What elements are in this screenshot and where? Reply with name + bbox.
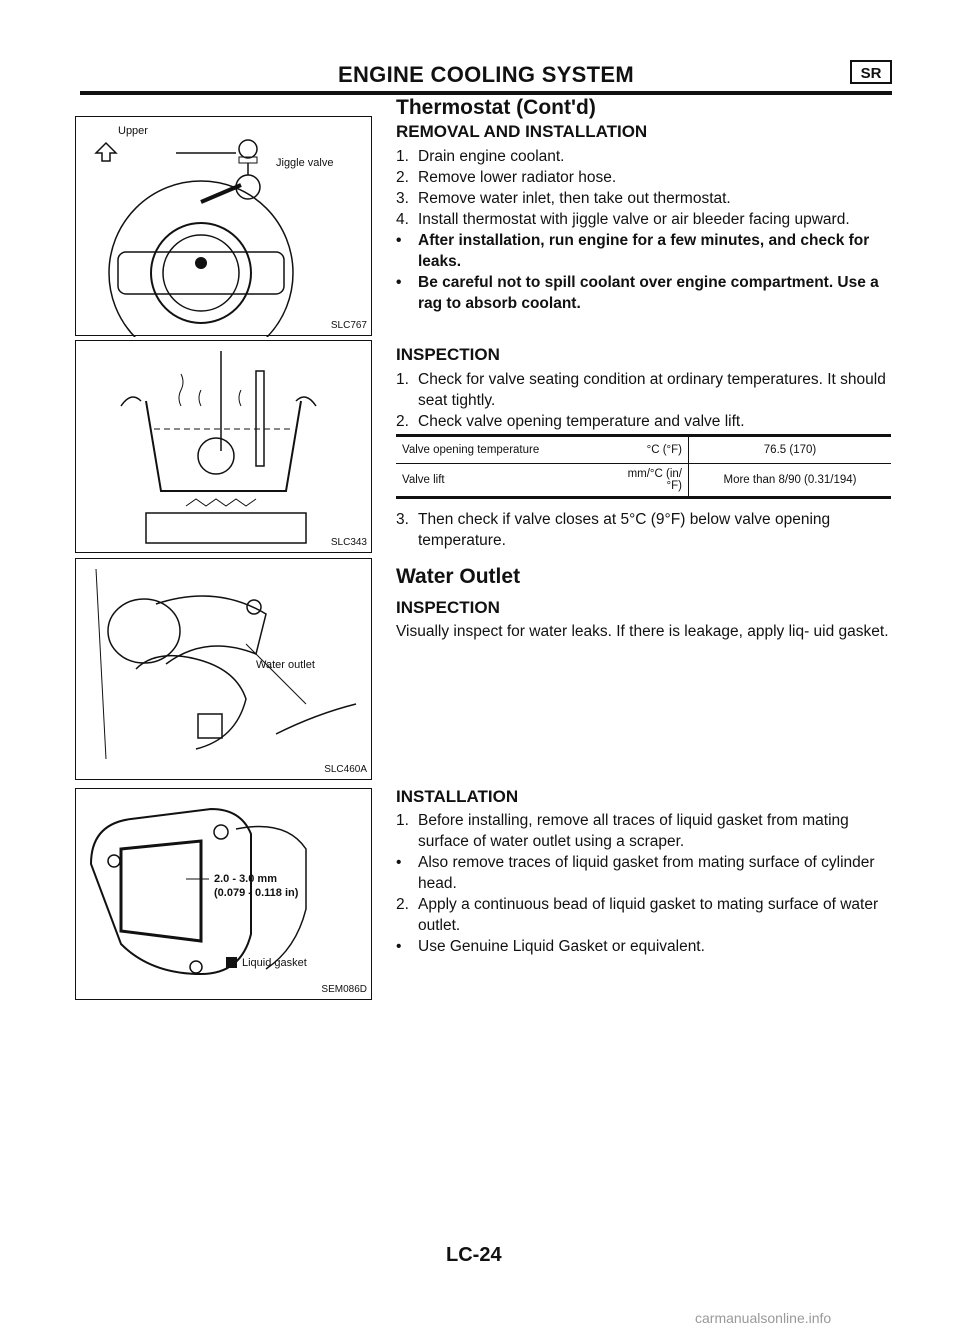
list-item: • After installation, run engine for a few minutes, and check for leaks. — [396, 232, 870, 270]
list-item: 3. Then check if valve closes at 5°C (9°F) below valve opening temperature. — [396, 511, 831, 549]
page-subtitle: Thermostat (Cont'd) — [396, 96, 596, 119]
list-item: 2. Remove lower radiator hose. — [396, 169, 617, 186]
removal-heading: REMOVAL AND INSTALLATION — [396, 122, 648, 141]
dimension-mm: 2.0 - 3.0 mm — [214, 873, 277, 885]
upper-label: Upper — [118, 125, 148, 137]
inspection-heading: INSPECTION — [396, 345, 500, 364]
spec-label: Valve opening temperature — [396, 436, 608, 464]
dimension-in: (0.079 - 0.118 in) — [214, 887, 299, 899]
inspection-list — [396, 369, 896, 432]
figure-water-outlet — [75, 558, 372, 780]
figure-code: SLC460A — [324, 764, 367, 775]
water-outlet-diagram — [76, 559, 373, 781]
list-item: 3. Remove water inlet, then take out thermostat. — [396, 190, 731, 207]
spec-value: More than 8/90 (0.31/194) — [689, 464, 892, 498]
figure-thermostat — [75, 116, 372, 336]
list-item: 2. Apply a continuous bead of liquid gasket to mating surface of water outlet. — [396, 896, 879, 934]
list-item: • Also remove traces of liquid gasket from mating surface of cylinder head. — [396, 854, 875, 892]
water-outlet-label: Water outlet — [256, 659, 315, 671]
outlet-inspection-heading: INSPECTION — [396, 598, 500, 617]
jiggle-valve-label: Jiggle valve — [276, 157, 334, 169]
list-item: 1. Check for valve seating condition at ordinary temperatures. It should seat tightly. — [396, 371, 886, 409]
list-item: 1. Before installing, remove all traces of liquid gasket from mating surface of water outlet using a scraper. — [396, 812, 849, 850]
spec-label: Valve lift — [396, 464, 608, 498]
spec-table — [396, 434, 891, 499]
figure-code: SEM086D — [321, 984, 367, 995]
outlet-inspection-text: Visually inspect for water leaks. If there is leakage, apply liq- uid gasket. — [396, 623, 889, 640]
list-item: • Use Genuine Liquid Gasket or equivalent. — [396, 938, 705, 955]
thermostat-diagram — [76, 117, 373, 337]
table-row — [396, 436, 891, 464]
water-bath-diagram — [76, 341, 373, 554]
header-rule — [80, 91, 892, 95]
list-item: 1. Drain engine coolant. — [396, 148, 565, 165]
page-number: LC-24 — [446, 1244, 502, 1266]
spec-unit: °C (°F) — [608, 436, 689, 464]
table-row — [396, 464, 891, 498]
list-item: 4. Install thermostat with jiggle valve or air bleeder facing upward. — [396, 211, 850, 228]
section-title: ENGINE COOLING SYSTEM — [338, 62, 634, 87]
watermark: carmanualsonline.info — [695, 1310, 832, 1326]
figure-water-bath — [75, 340, 372, 553]
removal-list — [396, 146, 896, 314]
figure-code: SLC343 — [330, 537, 367, 548]
engine-badge: SR — [850, 60, 892, 84]
spec-unit: mm/°C (in/°F) — [608, 464, 689, 498]
figure-code: SLC767 — [330, 320, 367, 331]
figure-liquid-gasket — [75, 788, 372, 1000]
liquid-gasket-label: Liquid gasket — [242, 957, 307, 969]
spec-value: 76.5 (170) — [689, 436, 892, 464]
installation-heading: INSTALLATION — [396, 787, 519, 806]
installation-list — [396, 810, 896, 957]
inspection-list-cont — [396, 509, 896, 551]
list-item: 2. Check valve opening temperature and valve lift. — [396, 413, 745, 430]
list-item: • Be careful not to spill coolant over engine compartment. Use a rag to absorb coolant. — [396, 274, 879, 312]
water-outlet-heading: Water Outlet — [396, 565, 521, 588]
